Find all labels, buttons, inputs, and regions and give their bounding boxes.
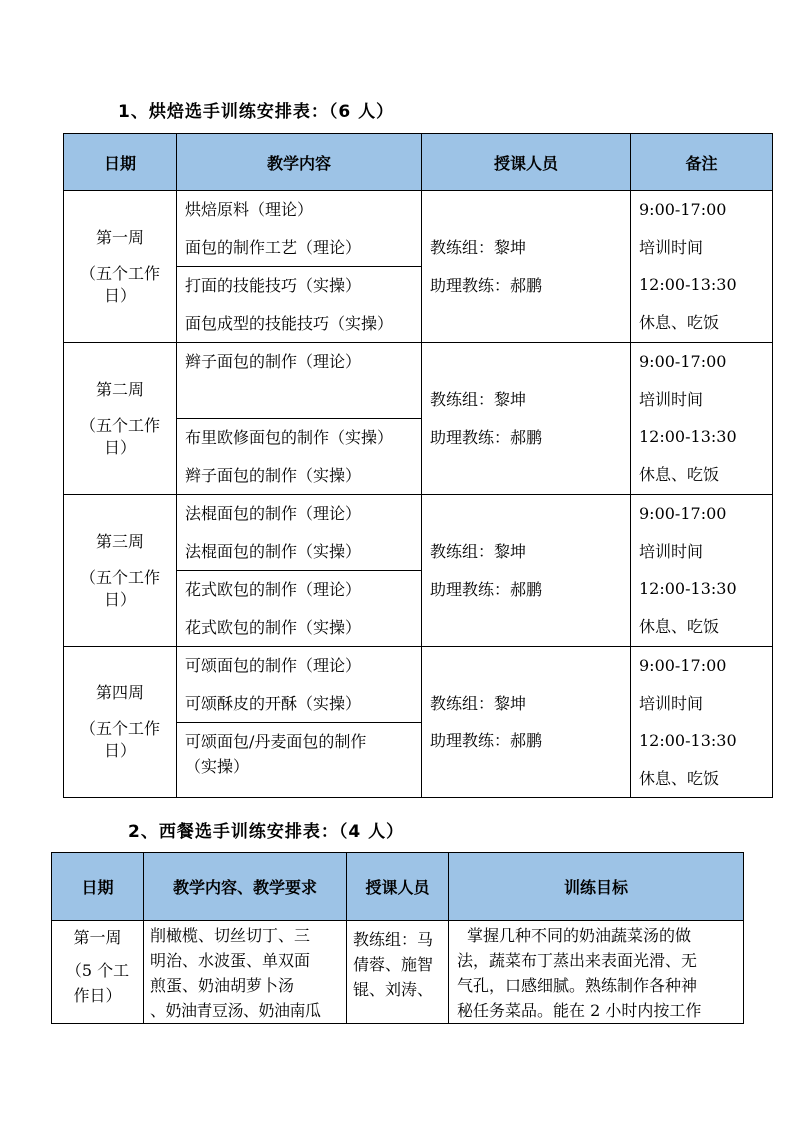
week-date-cell [52, 921, 144, 1024]
content-cell-bottom [177, 723, 422, 798]
teacher-line: 助理教练：郝鹏 [430, 731, 543, 750]
notes-cell [631, 343, 773, 495]
goal-line: 法，蔬菜布丁蒸出来表面光滑、无 [457, 951, 698, 970]
content-line: 削橄榄、切丝切丁、三 [150, 926, 311, 945]
teacher-cell [422, 495, 631, 647]
content-line: 辫子面包的制作（理论） [185, 352, 362, 371]
note-line: 休息、吃饭 [639, 616, 720, 636]
content-line: （实操） [185, 757, 250, 776]
baking-schedule-table [63, 133, 773, 798]
note-line: 培训时间 [639, 389, 704, 409]
header-content: 教学内容 [177, 134, 422, 191]
table-header-row [64, 134, 773, 191]
header-teacher: 授课人员 [347, 853, 449, 921]
section2-title: 2、西餐选手训练安排表：（4 人） [128, 822, 405, 842]
week-date-cell [64, 495, 177, 647]
note-line: 12:00-13:30 [639, 731, 737, 750]
content-cell-bottom [177, 571, 422, 647]
content-line: 法棍面包的制作（理论） [185, 504, 362, 523]
table-row [52, 921, 744, 1024]
content-line: 辫子面包的制作（实操） [185, 465, 362, 485]
table-header-row [52, 853, 744, 921]
teacher-line: 教练组：黎坤 [430, 693, 527, 713]
header-date: 日期 [52, 853, 144, 921]
content-line: 明治、水波蛋、单双面 [150, 951, 311, 970]
teacher-line: 锟、刘涛、 [353, 980, 434, 999]
notes-cell [631, 191, 773, 343]
note-line: 休息、吃饭 [639, 464, 720, 484]
week-days: （五个工作日） [79, 415, 160, 457]
teacher-cell [422, 647, 631, 798]
table-row [64, 343, 773, 419]
note-line: 9:00-17:00 [639, 352, 727, 371]
teacher-line: 教练组：黎坤 [430, 238, 527, 257]
header-content: 教学内容、教学要求 [144, 853, 347, 921]
note-line: 培训时间 [639, 237, 704, 257]
week-date-cell [64, 191, 177, 343]
teacher-cell [347, 921, 449, 1024]
week-label: 第三周 [95, 531, 144, 551]
note-line: 培训时间 [639, 541, 704, 561]
goal-line: 秘任务菜品。能在 2 小时内按工作 [457, 1001, 702, 1020]
teacher-cell [422, 191, 631, 343]
teacher-cell [422, 343, 631, 495]
content-line: 花式欧包的制作（理论） [185, 580, 362, 599]
week-label: 第二周 [95, 379, 144, 399]
content-cell-top [177, 495, 422, 571]
header-notes: 备注 [631, 134, 773, 191]
content-line: 花式欧包的制作（实操） [185, 617, 362, 637]
content-cell-top [177, 647, 422, 723]
week-days: （5 个工作日） [65, 961, 130, 1005]
content-cell-top [177, 343, 422, 419]
notes-cell [631, 647, 773, 798]
notes-cell [631, 495, 773, 647]
week-date-cell [64, 647, 177, 798]
note-line: 12:00-13:30 [639, 579, 737, 598]
note-line: 休息、吃饭 [639, 312, 720, 332]
week-label: 第一周 [73, 928, 122, 947]
content-line: 面包成型的技能技巧（实操） [185, 313, 394, 333]
content-cell-top [177, 191, 422, 267]
week-label: 第四周 [95, 683, 144, 702]
content-line: 可颂面包的制作（理论） [185, 656, 362, 675]
content-line: 打面的技能技巧（实操） [185, 276, 362, 295]
content-line: 、奶油青豆汤、奶油南瓜 [150, 1001, 321, 1020]
week-days: （五个工作日） [79, 567, 160, 609]
content-line: 法棍面包的制作（实操） [185, 541, 362, 561]
note-line: 培训时间 [639, 693, 704, 713]
header-goal: 训练目标 [449, 853, 744, 921]
week-days: （五个工作日） [79, 263, 160, 305]
teacher-line: 教练组：黎坤 [430, 390, 527, 409]
note-line: 9:00-17:00 [639, 656, 727, 675]
table-row [64, 191, 773, 267]
note-line: 休息、吃饭 [639, 768, 720, 788]
week-label: 第一周 [95, 227, 144, 247]
teacher-line: 教练组：黎坤 [430, 542, 527, 561]
note-line: 9:00-17:00 [639, 504, 727, 523]
header-date: 日期 [64, 134, 177, 191]
content-cell-bottom [177, 267, 422, 343]
note-line: 9:00-17:00 [639, 200, 727, 219]
content-line: 布里欧修面包的制作（实操） [185, 428, 394, 447]
table-row [64, 495, 773, 571]
note-line: 12:00-13:30 [639, 275, 737, 294]
note-line: 12:00-13:30 [639, 427, 737, 446]
content-line: 烘焙原料（理论） [185, 200, 314, 219]
goal-line: 掌握几种不同的奶油蔬菜汤的做 [467, 926, 692, 945]
goal-line: 气孔，口感细腻。熟练制作各种神 [457, 976, 698, 995]
content-cell [144, 921, 347, 1024]
week-days: （五个工作日） [79, 719, 160, 760]
content-line: 煎蛋、奶油胡萝卜汤 [150, 976, 295, 995]
content-line: 可颂酥皮的开酥（实操） [185, 693, 362, 713]
table-row [64, 647, 773, 723]
content-line: 面包的制作工艺（理论） [185, 237, 362, 257]
teacher-line: 教练组：马 [353, 930, 434, 949]
section1-title: 1、烘焙选手训练安排表：（6 人） [118, 102, 395, 122]
teacher-line: 助理教练：郝鹏 [430, 579, 543, 599]
western-cuisine-table [51, 852, 744, 1024]
teacher-line: 助理教练：郝鹏 [430, 275, 543, 295]
goal-cell [449, 921, 744, 1024]
teacher-line: 助理教练：郝鹏 [430, 427, 543, 447]
content-line: 可颂面包/丹麦面包的制作 [185, 732, 367, 751]
teacher-line: 倩蓉、施智 [353, 955, 434, 974]
header-teacher: 授课人员 [422, 134, 631, 191]
content-cell-bottom [177, 419, 422, 495]
week-date-cell [64, 343, 177, 495]
